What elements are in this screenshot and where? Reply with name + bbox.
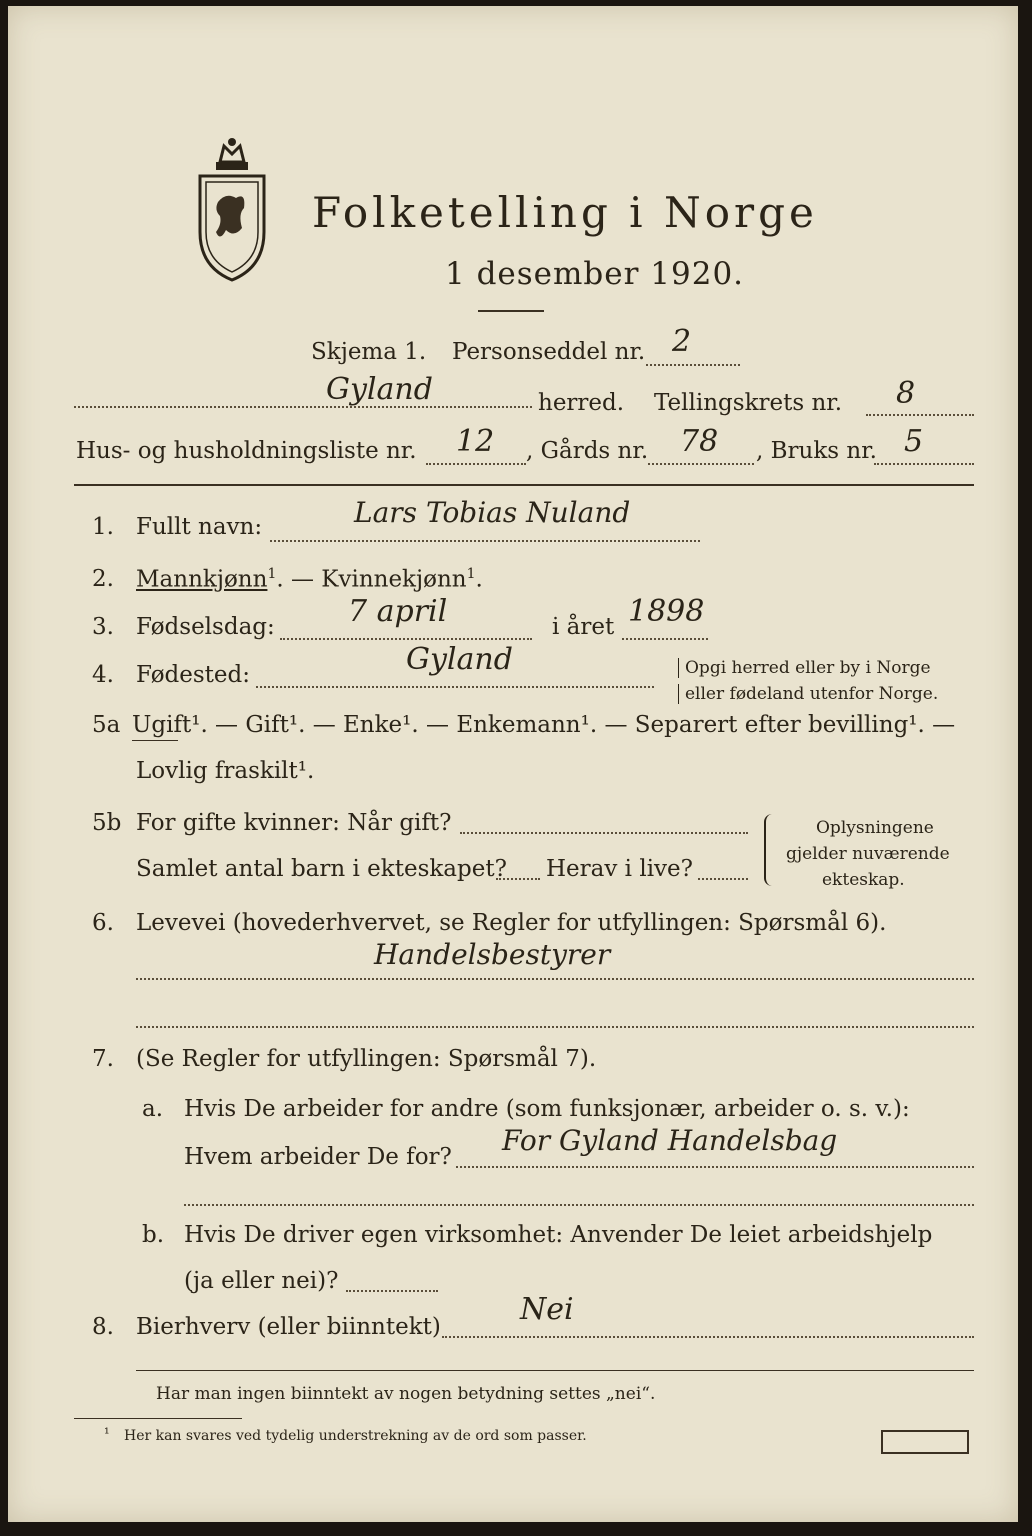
footnote-mark: ¹ bbox=[104, 1426, 110, 1442]
q5b-children-label: Samlet antal barn i ekteskapet? bbox=[136, 856, 507, 882]
q7a-line1: Hvis De arbeider for andre (som funksjonær, arbeider o. s. v.): bbox=[184, 1096, 910, 1122]
q7-label: (Se Regler for utfyllingen: Spørsmål 7). bbox=[136, 1046, 597, 1072]
footer-note: Har man ingen biinntekt av nogen betydning settes „nei“. bbox=[156, 1384, 656, 1404]
year-label: i året bbox=[552, 614, 615, 640]
q1-number: 1. bbox=[92, 514, 114, 540]
printer-stamp bbox=[881, 1430, 969, 1454]
q2-number: 2. bbox=[92, 566, 114, 592]
footnote-ref: 1 bbox=[267, 566, 277, 582]
q5b-married-label: For gifte kvinner: Når gift? bbox=[136, 810, 452, 836]
q5b-note-2: gjelder nuværende bbox=[786, 844, 950, 864]
gards-value[interactable]: 78 bbox=[680, 424, 719, 459]
q7b-letter: b. bbox=[142, 1222, 165, 1248]
q5b-alive-label: Herav i live? bbox=[546, 856, 693, 882]
bruks-label: , Bruks nr. bbox=[756, 438, 877, 464]
gender-options bbox=[136, 566, 483, 593]
q5b-note-3: ekteskap. bbox=[822, 870, 905, 890]
marital-status-options[interactable]: Ugift¹. — Gift¹. — Enke¹. — Enkemann¹. — Separert efter bevilling¹. — bbox=[132, 712, 956, 738]
gender-male-option[interactable]: Mannkjønn bbox=[136, 566, 268, 593]
q4-number: 4. bbox=[92, 662, 114, 688]
q5b-number: 5b bbox=[92, 810, 122, 836]
hus-label: Hus- og husholdningsliste nr. bbox=[76, 438, 417, 464]
q8-number: 8. bbox=[92, 1314, 114, 1340]
footnote-ref: 1 bbox=[466, 566, 476, 582]
skjema-label: Skjema 1. bbox=[311, 339, 427, 365]
herred-label: herred. bbox=[538, 390, 625, 416]
bruks-value[interactable]: 5 bbox=[904, 424, 924, 459]
q4-label: Fødested: bbox=[136, 662, 251, 688]
q7b-line2: (ja eller nei)? bbox=[184, 1268, 339, 1294]
footnote-text: Her kan svares ved tydelig understrekning av de ord som passer. bbox=[124, 1428, 587, 1444]
form-date: 1 desember 1920. bbox=[445, 256, 745, 292]
side-income-value[interactable]: Nei bbox=[520, 1292, 574, 1327]
marital-status-options-2[interactable]: Lovlig fraskilt¹. bbox=[136, 758, 315, 784]
birthplace-value[interactable]: Gyland bbox=[406, 642, 513, 677]
gards-label: , Gårds nr. bbox=[526, 438, 649, 464]
full-name-value[interactable]: Lars Tobias Nuland bbox=[354, 496, 631, 529]
q8-label: Bierhverv (eller biinntekt) bbox=[136, 1314, 441, 1340]
census-form bbox=[8, 6, 1018, 1522]
herred-value[interactable]: Gyland bbox=[326, 372, 433, 407]
q6-number: 6. bbox=[92, 910, 114, 936]
gender-female-option[interactable]: . — Kvinnekjønn bbox=[276, 566, 467, 593]
q4-note-1: Opgi herred eller by i Norge bbox=[678, 658, 931, 678]
birth-year-value[interactable]: 1898 bbox=[628, 594, 705, 629]
tellingskrets-value[interactable]: 8 bbox=[896, 376, 916, 411]
q7a-line2: Hvem arbeider De for? bbox=[184, 1144, 452, 1170]
q7-number: 7. bbox=[92, 1046, 114, 1072]
employer-value[interactable]: For Gyland Handelsbag bbox=[502, 1124, 838, 1157]
q2-end: . bbox=[475, 566, 483, 593]
hus-value[interactable]: 12 bbox=[456, 424, 495, 459]
q7a-letter: a. bbox=[142, 1096, 164, 1122]
form-title: Folketelling i Norge bbox=[312, 188, 818, 237]
q6-label: Levevei (hovederhvervet, se Regler for utfyllingen: Spørsmål 6). bbox=[136, 910, 887, 936]
q4-note-2: eller fødeland utenfor Norge. bbox=[678, 684, 938, 704]
q5b-note-1: Oplysningene bbox=[816, 818, 934, 838]
q3-label: Fødselsdag: bbox=[136, 614, 275, 640]
personseddel-value[interactable]: 2 bbox=[672, 324, 692, 359]
coat-of-arms-icon bbox=[192, 132, 272, 282]
tellingskrets-label: Tellingskrets nr. bbox=[654, 390, 843, 416]
birth-day-value[interactable]: 7 april bbox=[348, 594, 448, 629]
q7b-line1: Hvis De driver egen virksomhet: Anvender De leiet arbeidshjelp bbox=[184, 1222, 933, 1248]
q1-label: Fullt navn: bbox=[136, 514, 263, 540]
occupation-value[interactable]: Handelsbestyrer bbox=[374, 938, 611, 971]
personseddel-label: Personseddel nr. bbox=[452, 339, 646, 365]
q3-number: 3. bbox=[92, 614, 114, 640]
q5a-number: 5a bbox=[92, 712, 121, 738]
